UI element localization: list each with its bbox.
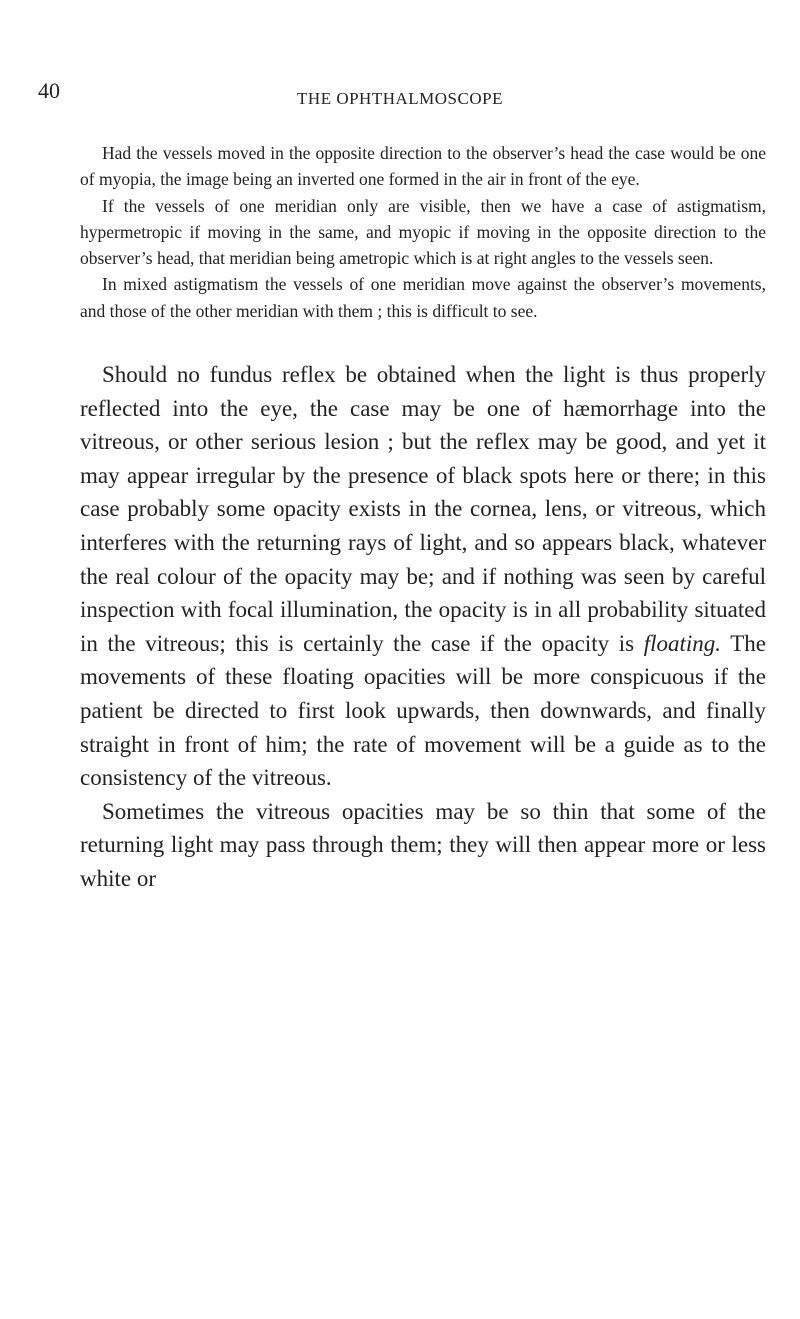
paragraph-mixed-astigmatism: In mixed astigmatism the vessels of one meridian move against the observer’s movements, and those of the other meridian with them ; this is difficult to see. (80, 274, 766, 321)
italic-term-floating: floating. (643, 630, 722, 656)
page-number: 40 (38, 78, 60, 103)
small-print-section (80, 140, 766, 324)
paragraph-vitreous-opacities: Sometimes the vitreous opacities may be so thin that some of the returning light may pass through them; they will then appear more or less white or (80, 798, 766, 891)
paragraph-fundus-reflex (80, 358, 766, 795)
paragraph-fundus-reflex-continuation: The movements of these floating opacities will be more conspicuous if the patient be directed to first look upwards, then downwards, and finally straight in front of him; the rate of movement will be a guide as to the consistency of the vitreous. (80, 630, 767, 791)
paragraph-astigmatism: If the vessels of one meridian only are visible, then we have a case of astigmatism, hypermetropic if moving in the same, and myopic if moving in the opposite direction to the observer’s head, that meridian being ametropic which is at right angles to the vessels seen. (80, 195, 766, 269)
main-text-section (80, 358, 766, 896)
paragraph-myopia: Had the vessels moved in the opposite direction to the observer’s head the case would be one of myopia, the image being an inverted one formed in the air in front of the eye. (80, 143, 766, 190)
running-title: THE OPHTHALMOSCOPE (297, 89, 503, 108)
paragraph-fundus-reflex-text: Should no fundus reflex be obtained when the light is thus properly reflected into the eye, the case may be one of hæmorrhage into the vitreous, or other serious lesion ; but the reflex may be good, and yet it may appear irregular by the presence of black spots here or there; in this case probably some opacity exists in the cornea, lens, or vitreous, which interferes with the returning rays of light, and so appears black, whatever the real colour of the opacity may be; and if nothing was seen by careful inspection with focal illumination, the opacity is in all probability situated in the vitreous; this is certainly the case if the opacity is (80, 362, 766, 656)
